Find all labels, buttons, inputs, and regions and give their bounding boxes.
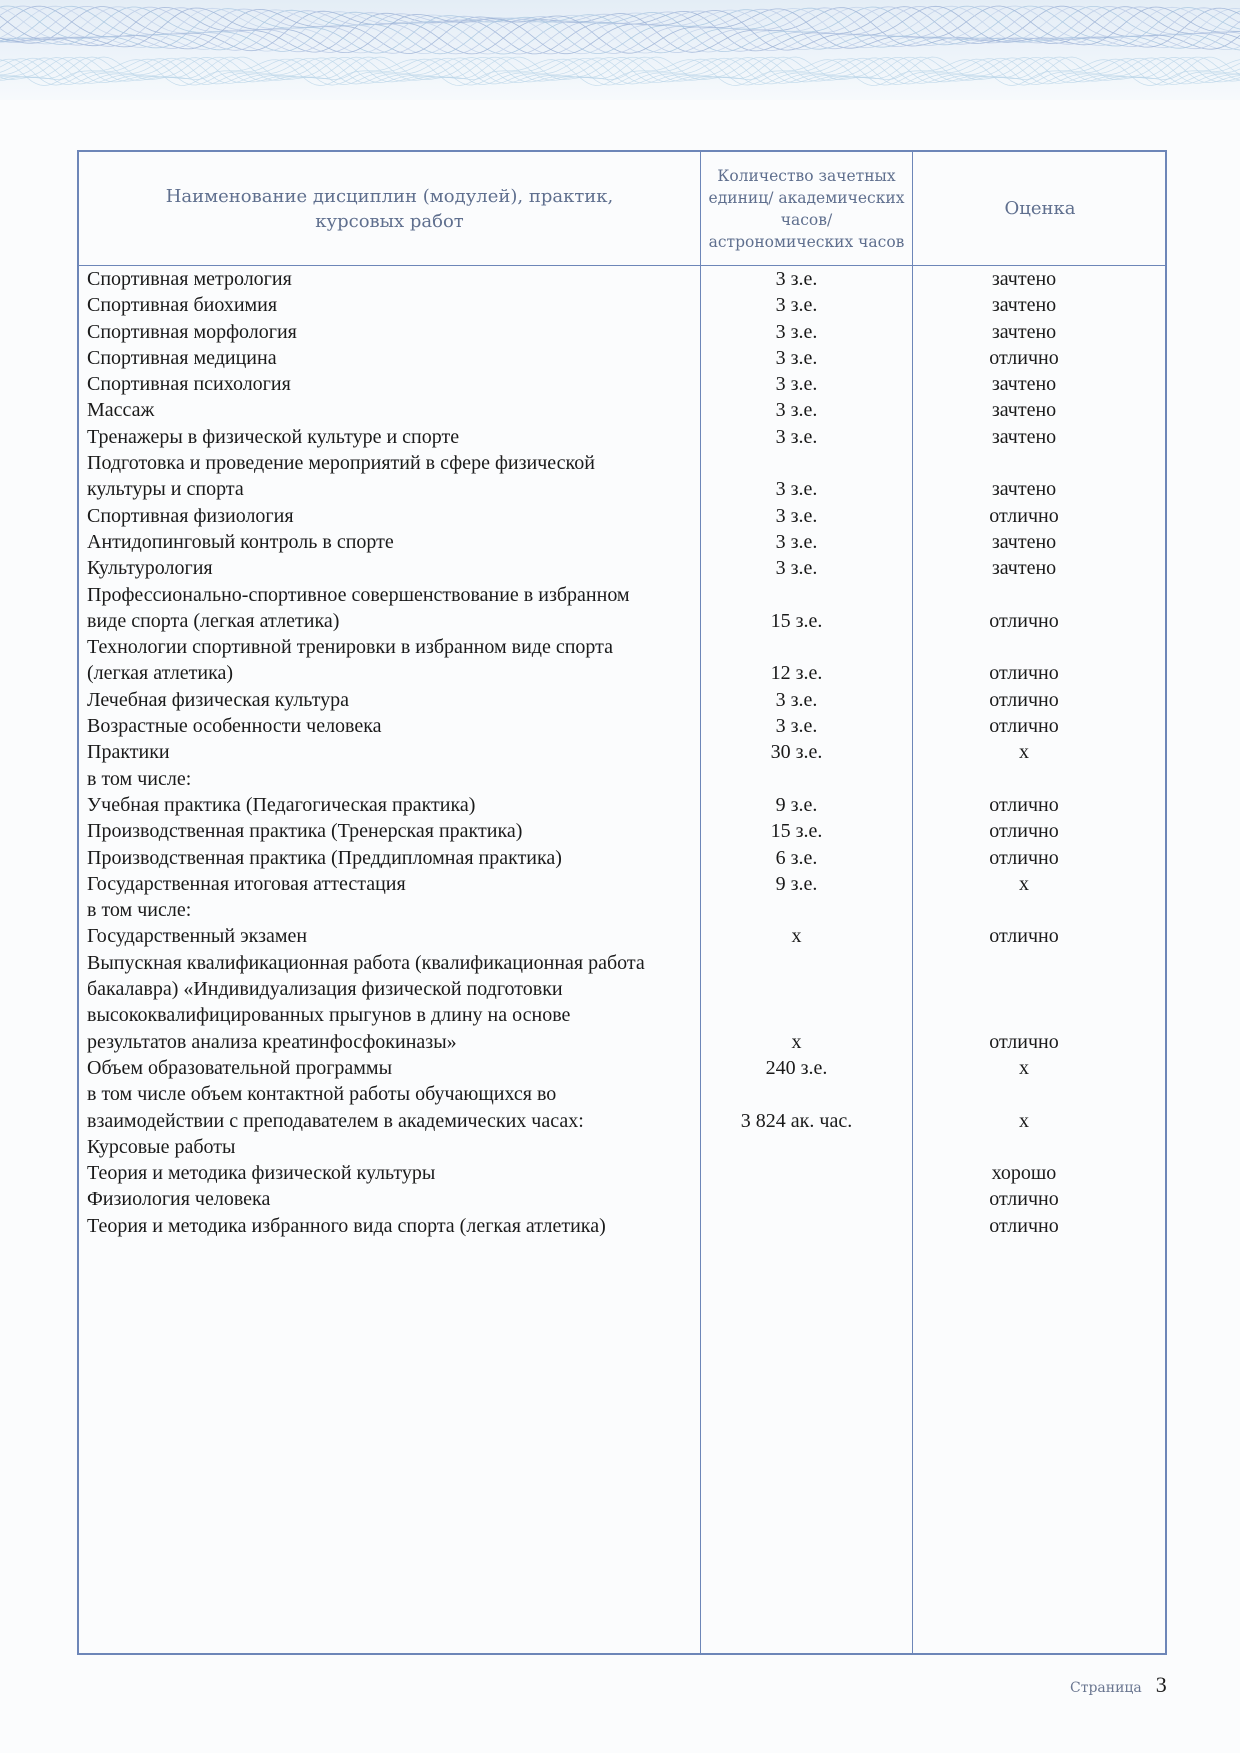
credits-value: x: [791, 1030, 802, 1053]
discipline-name: Теория и методика физической культуры: [87, 1162, 436, 1185]
table-row: [87, 1160, 1147, 1186]
credits-value: 3 з.е.: [775, 294, 818, 317]
table-row: [87, 897, 1147, 923]
discipline-name: Технологии спортивной тренировки в избранном виде спорта (легкая атлетика): [87, 636, 613, 685]
discipline-name: Спортивная метрология: [87, 268, 292, 290]
table-row: [87, 1081, 1147, 1134]
page-footer: [1070, 1672, 1167, 1698]
discipline-name: Объем образовательной программы: [87, 1056, 393, 1079]
credits-value: 3 з.е.: [775, 715, 818, 738]
table-row: [87, 503, 1147, 529]
credits-value: [674, 766, 919, 792]
discipline-name: Теория и методика избранного вида спорта (легкая атлетика): [87, 1214, 606, 1237]
page-label: Страница: [1070, 1680, 1142, 1696]
grade-value: зачтено: [991, 373, 1057, 396]
table-row: [87, 713, 1147, 739]
credits-value: 3 з.е.: [775, 478, 818, 501]
table-row: [87, 292, 1147, 318]
discipline-name: Тренажеры в физической культуре и спорте: [87, 425, 460, 448]
table-row: [87, 845, 1147, 871]
credits-value: 3 з.е.: [775, 425, 818, 448]
grade-value: зачтено: [991, 425, 1057, 448]
table-row: [87, 555, 1147, 581]
grade-value: отлично: [989, 609, 1059, 632]
table-row: [87, 687, 1147, 713]
credits-value: 15 з.е.: [770, 820, 823, 843]
discipline-name: Антидопинговый контроль в спорте: [87, 530, 394, 553]
credits-value: 3 824 ак. час.: [740, 1109, 853, 1132]
discipline-name: Физиология человека: [87, 1188, 271, 1211]
table-row: [87, 582, 1147, 635]
credits-value: 30 з.е.: [770, 741, 823, 764]
table-row: [87, 766, 1147, 792]
table-row: [87, 424, 1147, 450]
grade-value: отлично: [989, 846, 1059, 869]
discipline-name: Профессионально-спортивное совершенствование в избранном виде спорта (легкая атлетика): [87, 583, 630, 632]
table-body: [87, 266, 1147, 1239]
credits-value: 3 з.е.: [775, 268, 818, 290]
grade-value: отлично: [989, 688, 1059, 711]
discipline-name: Учебная практика (Педагогическая практика): [87, 793, 476, 816]
credits-value: 15 з.е.: [770, 609, 823, 632]
credits-value: 9 з.е.: [775, 793, 818, 816]
grade-value: отлично: [989, 346, 1059, 369]
credits-value: 3 з.е.: [775, 346, 818, 369]
table-row: [87, 266, 1147, 292]
discipline-name: Спортивная психология: [87, 373, 291, 396]
discipline-name: Лечебная физическая культура: [87, 688, 350, 711]
discipline-name: Государственный экзамен: [87, 925, 308, 948]
discipline-name: в том числе:: [87, 767, 192, 790]
table-row: [87, 923, 1147, 949]
credits-value: 240 з.е.: [765, 1056, 828, 1079]
discipline-name: Спортивная физиология: [87, 504, 294, 527]
credits-value: [674, 1186, 919, 1212]
table-row: [87, 319, 1147, 345]
discipline-name: Спортивная морфология: [87, 320, 297, 343]
grade-value: отлично: [989, 1188, 1059, 1211]
credits-value: [674, 1134, 919, 1160]
grade-value: x: [1019, 1109, 1029, 1132]
discipline-name: Государственная итоговая аттестация: [87, 872, 406, 895]
credits-value: 6 з.е.: [775, 846, 818, 869]
header-discipline: Наименование дисциплин (модулей), практик, курсовых работ: [165, 185, 614, 232]
table-row: [87, 739, 1147, 765]
table-row: [87, 529, 1147, 555]
grade-value: хорошо: [991, 1162, 1057, 1185]
table-row: [87, 450, 1147, 503]
credits-value: x: [791, 925, 802, 948]
grade-value: x: [1019, 1056, 1029, 1079]
table-row: [87, 1213, 1147, 1239]
discipline-name: в том числе:: [87, 899, 192, 922]
grade-value: x: [1019, 872, 1029, 895]
credits-value: 9 з.е.: [775, 872, 818, 895]
header-credits: Количество зачетных единиц/ академических часов/ астрономических часов: [708, 166, 905, 251]
grade-value: отлично: [989, 504, 1059, 527]
table-row: [87, 792, 1147, 818]
table-row: [87, 818, 1147, 844]
grade-value: отлично: [989, 1030, 1059, 1053]
discipline-name: Курсовые работы: [87, 1135, 236, 1158]
grade-value: отлично: [989, 820, 1059, 843]
table-row: [87, 345, 1147, 371]
credits-value: 3 з.е.: [775, 557, 818, 580]
table-row: [87, 371, 1147, 397]
discipline-name: Возрастные особенности человека: [87, 715, 382, 738]
credits-value: 3 з.е.: [775, 373, 818, 396]
discipline-name: Массаж: [87, 399, 155, 422]
discipline-name: Выпускная квалификационная работа (квалификационная работа бакалавра) «Индивидуализация физической подготовки высококвалифицированных прыгунов в длину на основе результатов анализа креатинфосфокиназы»: [87, 951, 645, 1053]
discipline-name: Подготовка и проведение мероприятий в сфере физической культуры и спорта: [87, 452, 595, 501]
grade-value: отлично: [989, 925, 1059, 948]
discipline-name: Спортивная медицина: [87, 346, 277, 369]
grade-value: отлично: [989, 1214, 1059, 1237]
grade-value: зачтено: [991, 557, 1057, 580]
discipline-name: в том числе объем контактной работы обучающихся во взаимодействии с преподавателем в академических часах:: [87, 1083, 584, 1132]
credits-value: [674, 1213, 919, 1239]
credits-value: 3 з.е.: [775, 504, 818, 527]
credits-value: 3 з.е.: [775, 399, 818, 422]
table-row: [87, 1134, 1147, 1160]
table-row: [87, 634, 1147, 687]
grade-value: зачтено: [991, 320, 1057, 343]
guilloche-border: [0, 0, 1240, 100]
discipline-name: Производственная практика (Преддипломная практика): [87, 846, 562, 869]
grade-value: отлично: [989, 793, 1059, 816]
grade-value: отлично: [989, 662, 1059, 685]
credits-value: [674, 1160, 919, 1186]
page-number: 3: [1155, 1672, 1167, 1697]
grade-value: зачтено: [991, 268, 1057, 290]
grade-value: [919, 897, 1129, 923]
table-row: [87, 950, 1147, 1055]
table-row: [87, 1186, 1147, 1212]
grade-value: зачтено: [991, 399, 1057, 422]
discipline-name: Производственная практика (Тренерская практика): [87, 820, 523, 843]
discipline-name: Практики: [87, 741, 170, 764]
grade-value: зачтено: [991, 294, 1057, 317]
grade-value: [919, 766, 1129, 792]
grade-value: [919, 1134, 1129, 1160]
credits-value: 3 з.е.: [775, 530, 818, 553]
grade-value: зачтено: [991, 530, 1057, 553]
grade-value: отлично: [989, 715, 1059, 738]
table-row: [87, 871, 1147, 897]
table-row: [87, 1055, 1147, 1081]
credits-value: 12 з.е.: [770, 662, 823, 685]
header-grade: Оценка: [1004, 198, 1076, 219]
table-row: [87, 397, 1147, 423]
credits-value: 3 з.е.: [775, 688, 818, 711]
grade-value: x: [1019, 741, 1029, 764]
credits-value: [674, 897, 919, 923]
credits-value: 3 з.е.: [775, 320, 818, 343]
discipline-name: Спортивная биохимия: [87, 294, 278, 317]
grade-value: зачтено: [991, 478, 1057, 501]
discipline-name: Культурология: [87, 557, 213, 580]
